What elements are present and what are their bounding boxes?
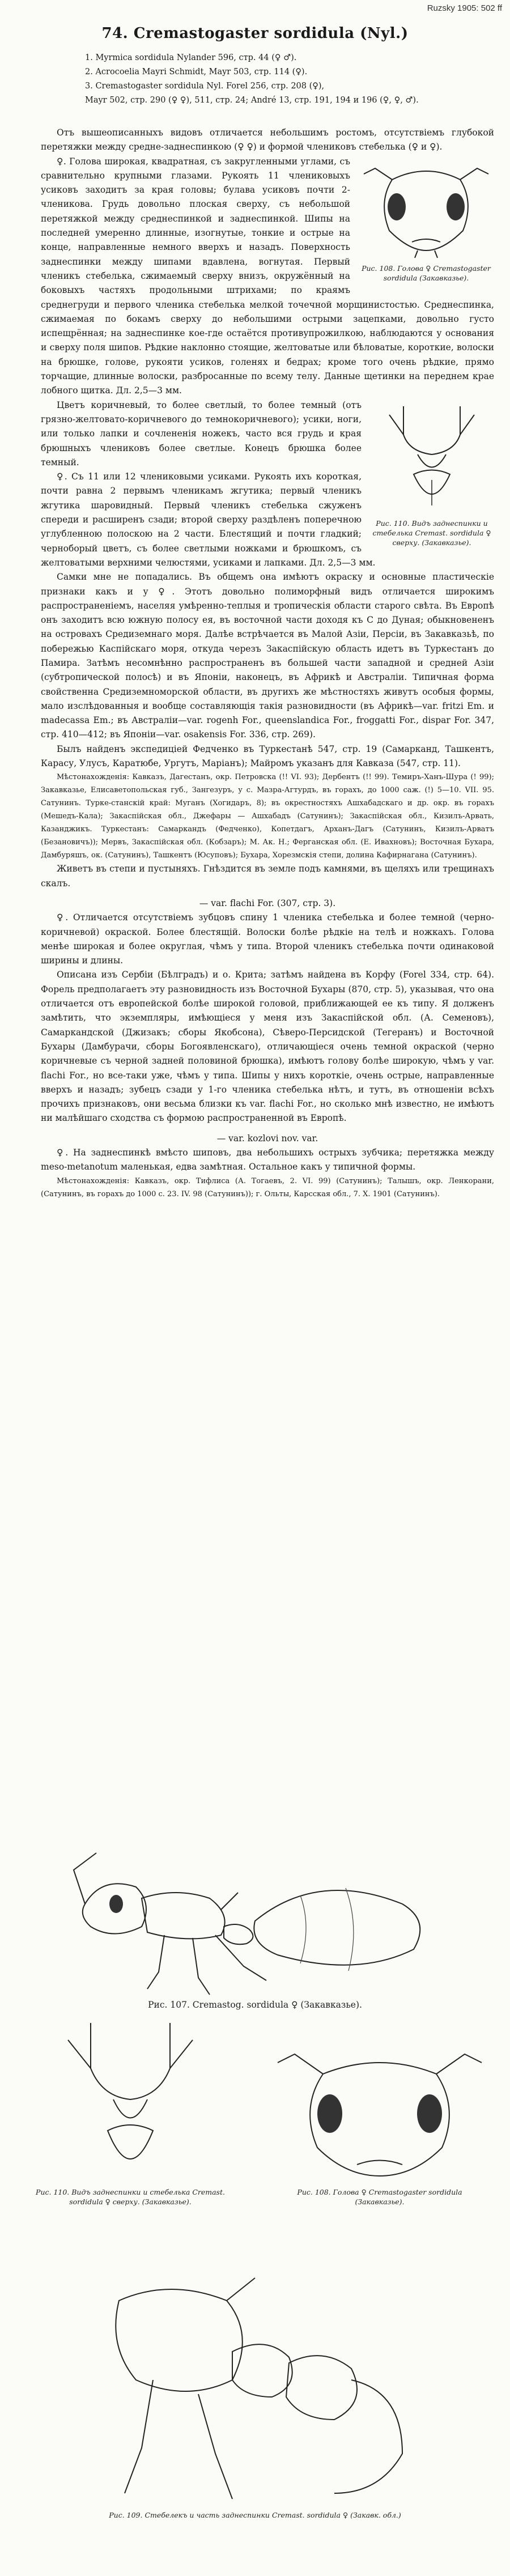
ant-head-drawing <box>358 157 494 259</box>
synonym-item: Mayr 502, стр. 290 (♀ ♀), 511, стр. 24; André 13, стр. 191, 194 и 196 (♀, ♀, ♂). <box>85 96 419 105</box>
figure-108-bottom <box>272 2040 487 2207</box>
synonym-item: 2. Acrocoelia Mayri Schmidt, Mayr 503, стр. 114 (♀). <box>85 67 308 76</box>
synonym-list <box>85 51 482 108</box>
figure-caption: Рис. 110. Видъ заднеспинки и стебелька Cremast. sordidula ♀ сверху. (Закавказье). <box>372 518 491 547</box>
male-description: ♀. Съ 11 или 12 члениковыми усиками. Рукоять ихъ короткая, почти равна 2 первымъ членикамъ жгутика; первый членикъ жгутика шаровидный. Первый членикъ стебелька сжуженъ спереди и расширенъ сзади; второй сверху раздѣленъ поперечною углубленною полоскою на 2 части. Блестящий и почти гладкий; черноборый цветъ, съ более светлыми ножками и брюшкомъ, съ желтоватыми верхними челюстями, усиками и лапками. Дл. 2,5—3 мм. <box>41 471 376 568</box>
page-reference: Ruzsky 1905: 502 ff <box>427 3 502 13</box>
figure-caption: Рис. 108. Голова ♀ Cremastogaster sordidula (Закавказье). <box>362 263 491 282</box>
variety-kozlovi-heading: — var. kozlovi nov. var. <box>216 1133 318 1144</box>
color-paragraph: Цветъ коричневый, то более светлый, то более темный (отъ грязно-желтовато-коричневого до темнокоричневого); усики, ноги, или только лапки и сочлененія ножекъ, часто вся грудь и края брюшныхъ члениковъ более светлые. Конецъ брюшка более темный. <box>41 399 362 467</box>
figure-caption: Рис. 110. Видъ заднеспинки и стебелька Cremast. sordidula ♀ сверху. (Закавказье). <box>36 2188 225 2206</box>
synonym-item: 3. Cremastogaster sordidula Nyl. Forel 256, стр. 208 (♀), <box>85 82 325 91</box>
figure-110 <box>369 401 494 547</box>
figure-caption: Рис. 108. Голова ♀ Cremastogaster sordidula (Закавказье). <box>297 2188 462 2206</box>
page-title: 74. Cremastogaster sordidula (Nyl.) <box>101 25 409 42</box>
propodeum-drawing-large <box>34 2017 227 2187</box>
description-block <box>41 126 494 1201</box>
figure-caption: Рис. 107. Cremastog. sordidula ♀ (Закавказье). <box>148 2000 362 2010</box>
ant-habitus-drawing <box>62 1836 448 2000</box>
propodeum-drawing <box>369 401 494 514</box>
intro-paragraph: Отъ вышеописанныхъ видовъ отличается небольшимъ ростомъ, отсутствіемъ глубокой перетяжки между средне-заднеспинкою (♀ ♀) и формой члениковъ стебелька (♀ и ♀). <box>41 127 494 152</box>
variety-flachi-heading: — var. flachi For. (307, стр. 3). <box>199 898 336 908</box>
variety-flachi-text: ♀. Отличается отсутствіемъ зубцовъ спину 1 членика стебелька и более темной (черно-коричневой) окраской. Более блестящій. Волоски болѣе рѣдкіе на телѣ и ножкахъ. Голова менѣе широкая и более округлая, чѣмъ у типа. Второй членикъ стебелька почти одинаковой ширины и длины. <box>41 912 494 966</box>
figure-109 <box>85 2267 425 2520</box>
distribution-paragraph: Самки мне не попадались. Въ общемъ она имѣютъ окраску и основные пластическіе признаки какъ и у ♀. Этотъ довольно полиморфный видъ отличается широкимъ распространеніемъ, населяя умѣренно-теплыя и тропическія области старого свѣта. Въ Европѣ онъ заходитъ всю южную полосу ея, въ восточной части доходя къ С до Дуная; обыкновененъ на островахъ Средиземнаго моря. Далѣе встрѣчается въ Малой Азіи, Персіи, въ Закавказьѣ, по побережью Каспійскаго моря, откуда черезъ Закаспійскую область идетъ въ Туркестанъ до Памира. Затѣмъ несомнѣнно распространенъ въ большей части западной и средней Азіи (субтропической полосѣ) и въ Японіи, наконецъ, въ Африкѣ и Австраліи. Типичная форма свойственна Средиземноморской области, въ другихъ же мѣстностяхъ живутъ особыя формы, мало изслѣдованныя и вообще составляющія такія разновидности (въ Африкѣ—var. fritzi Em. и madecassa Em.; въ Австраліи—var. rogenh For., queenslandica For., froggatti For., dispar For. 347, стр. 410—412; въ Японіи—var. osakensis For. 336, стр. 269). <box>41 572 494 740</box>
figure-108 <box>358 157 494 283</box>
variety-kozlovi-text: ♀. На заднеспинкѣ вмѣсто шиповъ, два небольшихъ острыхъ зубчика; перетяжка между meso-metanotum маленькая, едва замѣтная. Остальное какъ у типичной формы. <box>41 1147 494 1172</box>
ant-head-drawing-large <box>272 2040 487 2187</box>
habitat-paragraph: Живетъ въ степи и пустыняхъ. Гнѣздится въ земле подъ камнями, въ щеляхъ или трещинахъ скалъ. <box>41 864 494 889</box>
figure-107 <box>62 1836 448 2010</box>
records-paragraph: Былъ найденъ экспедиціей Федченко въ Туркестанѣ 547, стр. 19 (Самарканд, Ташкентъ, Карасу, Улусъ, Каратюбе, Ургутъ, Маріанъ); Майромъ указанъ для Кавказа (547, стр. 11). <box>41 743 494 769</box>
figure-110-bottom <box>34 2017 227 2207</box>
localities-paragraph: Мѣстонахожденія: Кавказъ, Дагестанъ, окр. Петровска (!! VI. 93); Дербентъ (!! 99). Темиръ-Ханъ-Шура (! 99); Закавказье, Елисаветопольская губ., Зангезуръ, у с. Мазра-Агтурдъ, въ горахъ, до 1000 саж. (!) 5—10. VII. 95. Сатунинъ. Турке-станскій край: Муганъ (Хогидаръ, 8); въ окрестностяхъ Ашхабадскаго и др. окр. въ горахъ (Мешедъ-Кала); Закаспійская обл., Джефары — Ашхабадъ (Сатунинъ); Закаспійская обл., Кизилъ-Арвать, Казанджикъ. Туркестанъ: Самаркандъ (Федченко), Копетдагъ, Арханъ-Дагъ (Сатунинъ, Кизилъ-Арватъ (Безановичъ)); Мервъ, Закаспійская обл. (Кобзаръ); М. Ак. Н.; Ферганская обл. (Е. Ивахновъ); Восточная Бухара, Дамбуряшъ, ок. (Сатунинъ), Ташкентъ (Юсуповъ); Бухара, Хорезмскія степи, долина Кафирнагана (Сатунинъ). <box>41 773 494 860</box>
worker-description: ♀. Голова широкая, квадратная, съ закругленными углами, съ сравнительно крупными глазами. Рукоять 11 члениковыхъ усиковъ заходитъ за края головы; булава усиковъ почти 2-членикова. Грудь довольно плоская сверху, съ небольшой перетяжкой между среднеспинкой и заднеспинкой. Шипы на последней умеренно длинные, изогнутые, тонкие и острые на конце, направленные немного вверхъ и назадъ. Поверхность заднеспинки между шипами вдавлена, вогнутая. Первый членикъ стебелька, сжимаемый сверху внизъ, окружённый на боковыхъ частяхъ продольными штрихами; по краямъ среднегруди и первого членика стебелька мелкой точечной морщинистостью. Среднеспинка, сжимаемая по бокамъ сверху до небольшими острыми зацепками, довольно густо испещрённая; на заднеспинке кое-где остаётся противупрожилкою, наблюдаются у основания и сверху поля шипов. Рѣдкие наклонно стоящие, желтоватые или бѣловатые, короткие, волоски на брюшке, голове, рукояти усиков, голенях и бедрах; кроме того очень рѣдкие, прямо торчащие, длинные волоски, разбросанные по всему телу. Данные щетинки на переднем крае лобного щитка. Дл. 2,5—3 мм. <box>41 156 494 396</box>
synonym-item: 1. Myrmica sordidula Nylander 596, стр. 44 (♀ ♂). <box>85 53 297 62</box>
variety-flachi-notes: Описана изъ Сербіи (Бѣлградъ) и о. Крита; затѣмъ найдена въ Корфу (Forel 334, стр. 64). Форель предполагаетъ эту разновидность изъ Восточной Бухары (870, стр. 5), указывая, что она отличается отъ европейской болѣе широкой головой, приближающей ее къ типу. Я долженъ замѣтить, что экземпляры, имѣющіеся у меня изъ Закаспійской обл. (А. Семеновъ), Самаркандской (Джизакъ; сборы Якобсона), Сѣверо-Персидской (Тегеранъ) и Восточной Бухары (Дамбурачи, сборы Богоявленскаго), отличающіеся очень темной окраской (черно коричневые съ черной задней половиной брюшка), имѣютъ голову болѣе широкую, чѣмъ у var. flachi For., но все-таки уже, чѣмъ у типа. Шипы у нихъ короткіе, очень острые, направленные вверхъ и назадъ; зубецъ сзади у 1-го членика стебелька нѣтъ, и тутъ, въ отношеніи всѣхъ прочихъ признаковъ, они весьма близки къ var. flachi For., но сколько мнѣ известно, не имѣютъ ни малѣйшаго сходства съ формою распространенной въ Европѣ. <box>41 970 494 1124</box>
petiole-drawing <box>85 2267 425 2510</box>
figure-caption: Рис. 109. Стебелекъ и часть заднеспинки Cremast. sordidula ♀ (Закавк. обл.) <box>109 2511 401 2519</box>
variety-kozlovi-localities: Мѣстонахожденія: Кавказъ, окр. Тифлиса (А. Тогаевъ, 2. VI. 99) (Сатунинъ); Талышъ, окр. Ленкорани, (Сатунинъ, въ горахъ до 1000 с. 23. IV. 98 (Сатунинъ)); г. Ольты, Карсская обл., 7. X. 1901 (Сатунинъ). <box>41 1176 494 1198</box>
